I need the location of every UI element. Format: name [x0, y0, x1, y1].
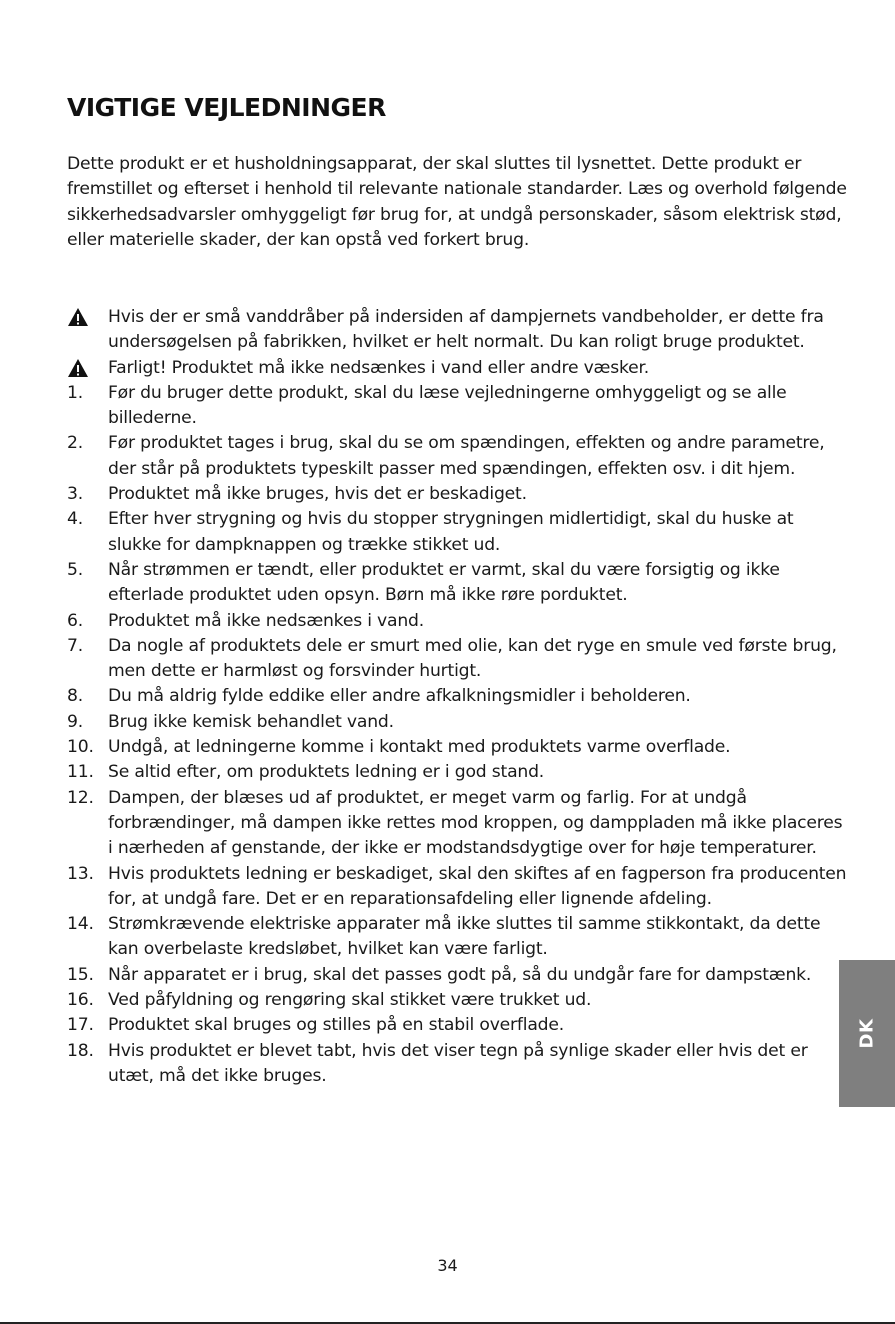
- item-number: 7.: [67, 635, 83, 656]
- item-text: Efter hver strygning og hvis du stopper strygningen midlertidigt, skal du huske at slukke for dampknappen og trække stikket ud.: [108, 509, 794, 555]
- item-text: Hvis produktets ledning er beskadiget, skal den skiftes af en fagperson fra producenten for, at undgå fare. Det er en reparationsafdeling eller lignende afdeling.: [108, 863, 847, 909]
- item-text: Når strømmen er tændt, eller produktet er varmt, skal du være forsigtig og ikke efterlade produktet uden opsyn. Børn må ikke røre porduktet.: [108, 559, 780, 606]
- item-text: Produktet må ikke bruges, hvis det er beskadiget.: [108, 484, 527, 505]
- numbered-item: [67, 558, 847, 609]
- numbered-item: [67, 735, 847, 760]
- numbered-item: [67, 988, 847, 1013]
- warning-triangle-icon: [67, 307, 89, 327]
- item-text: Når apparatet er i brug, skal det passes godt på, så du undgår fare for dampstænk.: [108, 964, 812, 985]
- item-text: Produktet skal bruges og stilles på en stabil overflade.: [108, 1015, 565, 1036]
- numbered-item: [67, 1039, 847, 1090]
- language-tab-label: DK: [856, 1018, 878, 1049]
- language-tab: [839, 960, 895, 1107]
- page-title: VIGTIGE VEJLEDNINGER: [67, 93, 386, 122]
- item-number: 16.: [67, 990, 94, 1011]
- numbered-item: [67, 507, 847, 558]
- item-text: Før du bruger dette produkt, skal du læse vejledningerne omhyggeligt og se alle billederne.: [108, 382, 787, 429]
- warning-triangle-icon: [67, 358, 89, 378]
- numbered-item: [67, 786, 847, 862]
- numbered-item: [67, 862, 847, 913]
- item-number: 10.: [67, 737, 94, 758]
- item-text: Produktet må ikke nedsænkes i vand.: [108, 610, 425, 631]
- intro-paragraph: Dette produkt er et husholdningsapparat, der skal sluttes til lysnettet. Dette produkt er fremstillet og efterset i henhold til relevante nationale standarder. Læs og overhold følgende sikkerhedsadvarsler omhyggeligt før brug for, at undgå personskader, såsom elektrisk stød, eller materielle skader, der kan opstå ved forkert brug.: [67, 154, 847, 250]
- item-text: Hvis der er små vanddråber på indersiden af dampjernets vandbeholder, er dette fra undersøgelsen på fabrikken, hvilket er helt normalt. Du kan roligt bruge produktet.: [108, 307, 824, 353]
- item-number: 1.: [67, 382, 83, 403]
- item-text: Se altid efter, om produktets ledning er i god stand.: [108, 762, 545, 783]
- numbered-item: [67, 482, 847, 507]
- item-number: 12.: [67, 787, 94, 808]
- numbered-item: [67, 760, 847, 785]
- item-number: 13.: [67, 863, 94, 884]
- page-number: 34: [437, 1256, 458, 1275]
- numbered-item: [67, 609, 847, 634]
- item-text: Undgå, at ledningerne komme i kontakt med produktets varme overflade.: [108, 737, 731, 758]
- instruction-list: [67, 305, 847, 1089]
- numbered-item: [67, 381, 847, 432]
- item-number: 6.: [67, 610, 83, 631]
- item-text: Da nogle af produktets dele er smurt med olie, kan det ryge en smule ved første brug, men dette er harmløst og forsvinder hurtigt.: [108, 635, 837, 682]
- warning-item: [67, 356, 847, 381]
- item-text: Ved påfyldning og rengøring skal stikket være trukket ud.: [108, 990, 592, 1011]
- item-number: 9.: [67, 711, 83, 732]
- item-number: 14.: [67, 914, 94, 935]
- item-number: 17.: [67, 1015, 94, 1036]
- item-text: Strømkrævende elektriske apparater må ikke sluttes til samme stikkontakt, da dette kan overbelaste kredsløbet, hvilket kan være farligt.: [108, 914, 821, 960]
- item-number: 5.: [67, 559, 83, 580]
- warning-icon: [67, 305, 107, 335]
- numbered-item: [67, 963, 847, 988]
- numbered-item: [67, 710, 847, 735]
- item-number: 11.: [67, 762, 94, 783]
- numbered-item: [67, 1013, 847, 1038]
- item-text: Hvis produktet er blevet tabt, hvis det viser tegn på synlige skader eller hvis det er utæt, må det ikke bruges.: [108, 1040, 808, 1086]
- item-text: Farligt! Produktet må ikke nedsænkes i vand eller andre væsker.: [108, 357, 650, 378]
- item-number: 15.: [67, 964, 94, 985]
- item-text: Dampen, der blæses ud af produktet, er meget varm og farlig. For at undgå forbrændinger, må dampen ikke rettes mod kroppen, og damppladen må ikke placeres i nærheden af genstande, der ikke er modstandsdygtige over for høje temperaturer.: [108, 787, 843, 859]
- item-text: Brug ikke kemisk behandlet vand.: [108, 711, 394, 732]
- item-text: Før produktet tages i brug, skal du se om spændingen, effekten og andre parametre, der står på produktets typeskilt passer med spændingen, effekten osv. i dit hjem.: [108, 433, 825, 479]
- warning-item: [67, 305, 847, 356]
- numbered-item: [67, 634, 847, 685]
- numbered-item: [67, 912, 847, 963]
- numbered-item: [67, 431, 847, 482]
- item-number: 2.: [67, 433, 83, 454]
- item-number: 18.: [67, 1040, 94, 1061]
- numbered-item: [67, 684, 847, 709]
- item-number: 8.: [67, 686, 83, 707]
- item-text: Du må aldrig fylde eddike eller andre afkalkningsmidler i beholderen.: [108, 686, 691, 707]
- item-number: 4.: [67, 509, 83, 530]
- item-number: 3.: [67, 484, 83, 505]
